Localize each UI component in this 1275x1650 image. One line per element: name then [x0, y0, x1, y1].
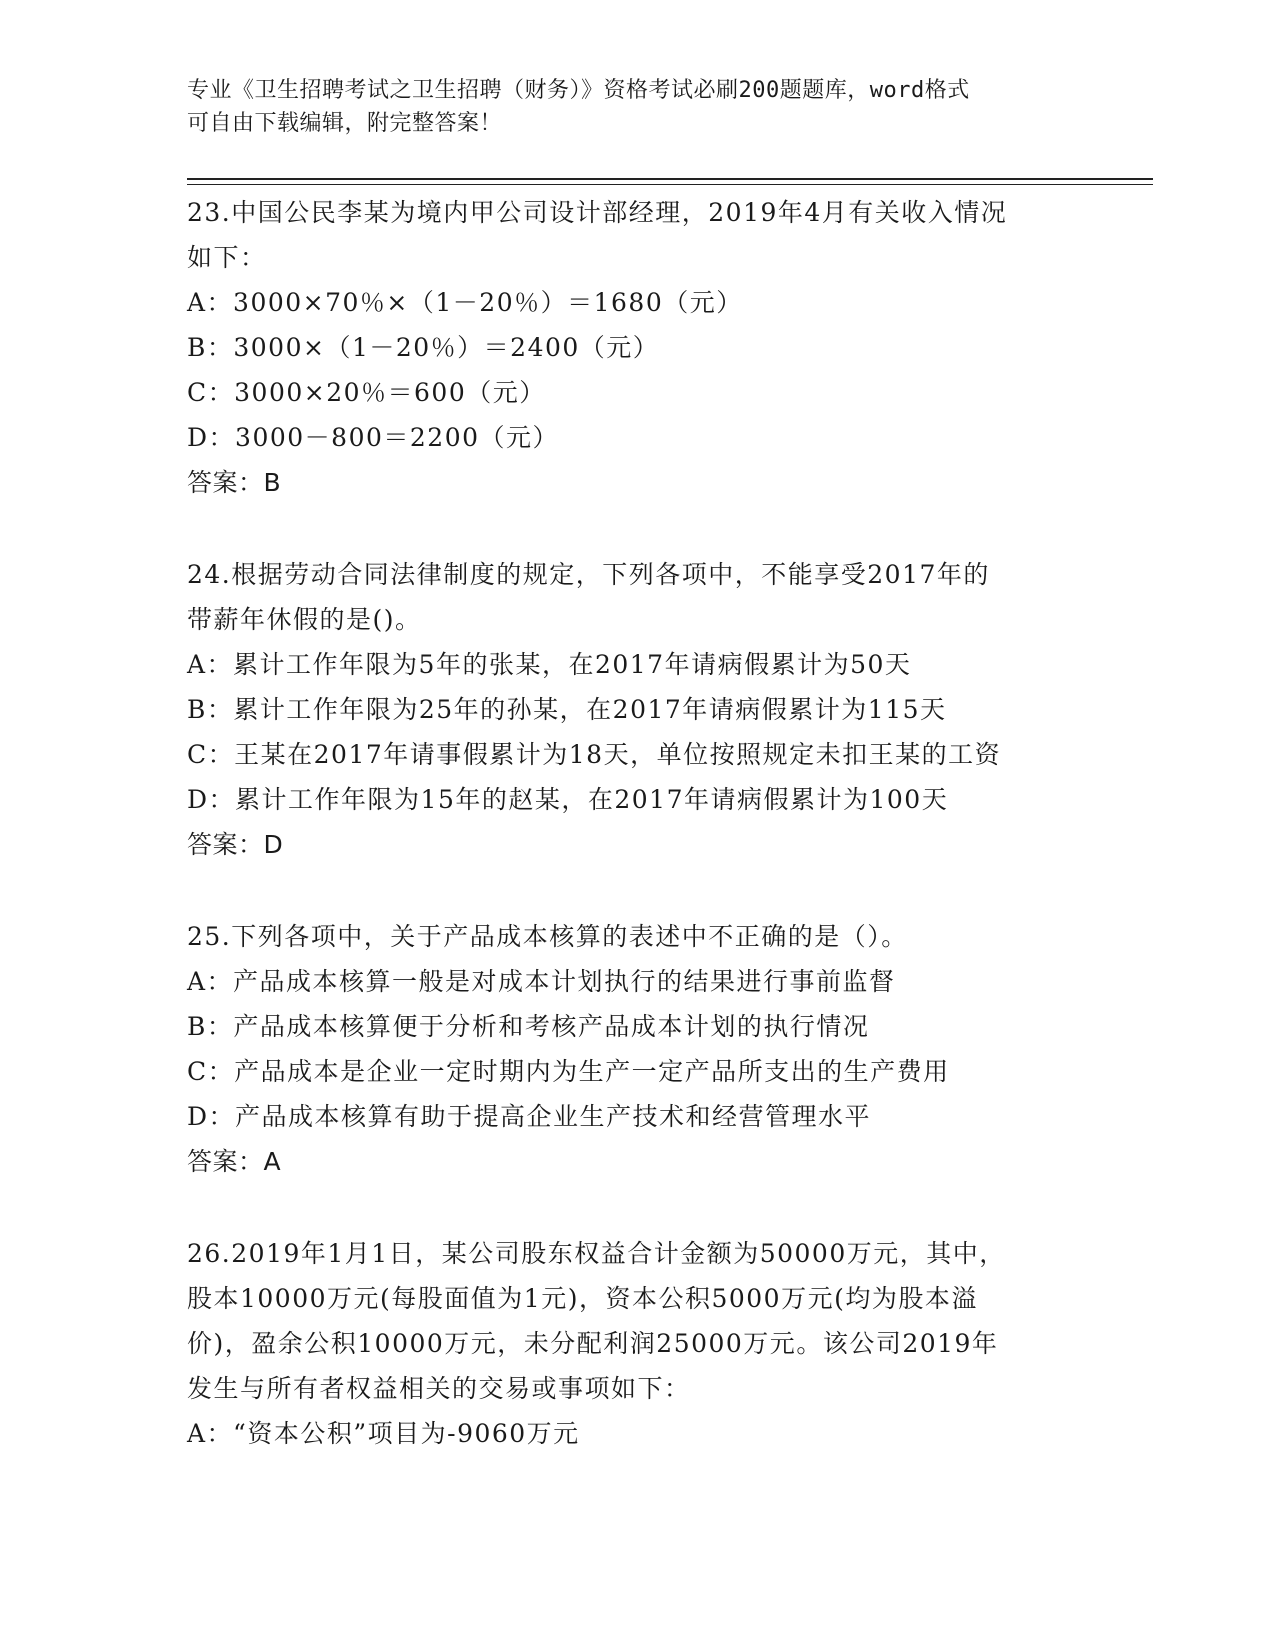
option-d: D：产品成本核算有助于提高企业生产技术和经营管理水平: [187, 1102, 872, 1131]
question-text-line: 24.根据劳动合同法律制度的规定，下列各项中，不能享受2017年的: [187, 560, 990, 589]
option-d: D：累计工作年限为15年的赵某，在2017年请病假累计为100天: [187, 785, 949, 814]
option-a: A：“资本公积”项目为-9060万元: [187, 1419, 580, 1448]
question-text-line: 股本10000万元(每股面值为1元)，资本公积5000万元(均为股本溢: [187, 1284, 978, 1313]
question-text-line: 25.下列各项中，关于产品成本核算的表述中不正确的是（）。: [187, 922, 908, 951]
answer-label: 答案：D: [187, 830, 284, 859]
question-text-line: 如下：: [187, 243, 267, 272]
option-b: B：3000×（1－20％）＝2400（元）: [187, 333, 660, 362]
question-text-line: 26.2019年1月1日，某公司股东权益合计金额为50000万元，其中，: [187, 1239, 1006, 1268]
option-c: C：3000×20％＝600（元）: [187, 378, 546, 407]
question-26: [187, 1231, 1087, 1456]
option-a: A：产品成本核算一般是对成本计划执行的结果进行事前监督: [187, 967, 896, 996]
question-23: [187, 190, 1087, 505]
question-text-line: 23.中国公民李某为境内甲公司设计部经理，2019年4月有关收入情况: [187, 198, 1008, 227]
question-text-line: 发生与所有者权益相关的交易或事项如下：: [187, 1374, 691, 1403]
answer-label: 答案：A: [187, 1147, 282, 1176]
question-25: [187, 914, 1087, 1184]
question-text-line: 价)，盈余公积10000万元，未分配利润25000万元。该公司2019年: [187, 1329, 999, 1358]
option-b: B：产品成本核算便于分析和考核产品成本计划的执行情况: [187, 1012, 870, 1041]
answer-label: 答案：B: [187, 468, 282, 497]
question-list: [187, 190, 1087, 1503]
question-24: [187, 552, 1087, 867]
option-c: C：产品成本是企业一定时期内为生产一定产品所支出的生产费用: [187, 1057, 950, 1086]
header-title-line-2: 可自由下载编辑，附完整答案！: [187, 111, 503, 136]
question-text-line: 带薪年休假的是()。: [187, 605, 422, 634]
header-title-line-1: 专业《卫生招聘考试之卫生招聘（财务）》资格考试必刷200题题库，word格式: [187, 78, 970, 103]
option-c: C：王某在2017年请事假累计为18天，单位按照规定未扣王某的工资: [187, 740, 1002, 769]
header-divider-thin: [187, 184, 1153, 185]
header-divider-thick: [187, 178, 1153, 180]
document-header: [187, 74, 1067, 140]
option-b: B：累计工作年限为25年的孙某，在2017年请病假累计为115天: [187, 695, 947, 724]
option-d: D：3000－800＝2200（元）: [187, 423, 560, 452]
option-a: A：累计工作年限为5年的张某，在2017年请病假累计为50天: [187, 650, 912, 679]
option-a: A：3000×70％×（1－20％）＝1680（元）: [187, 288, 743, 317]
